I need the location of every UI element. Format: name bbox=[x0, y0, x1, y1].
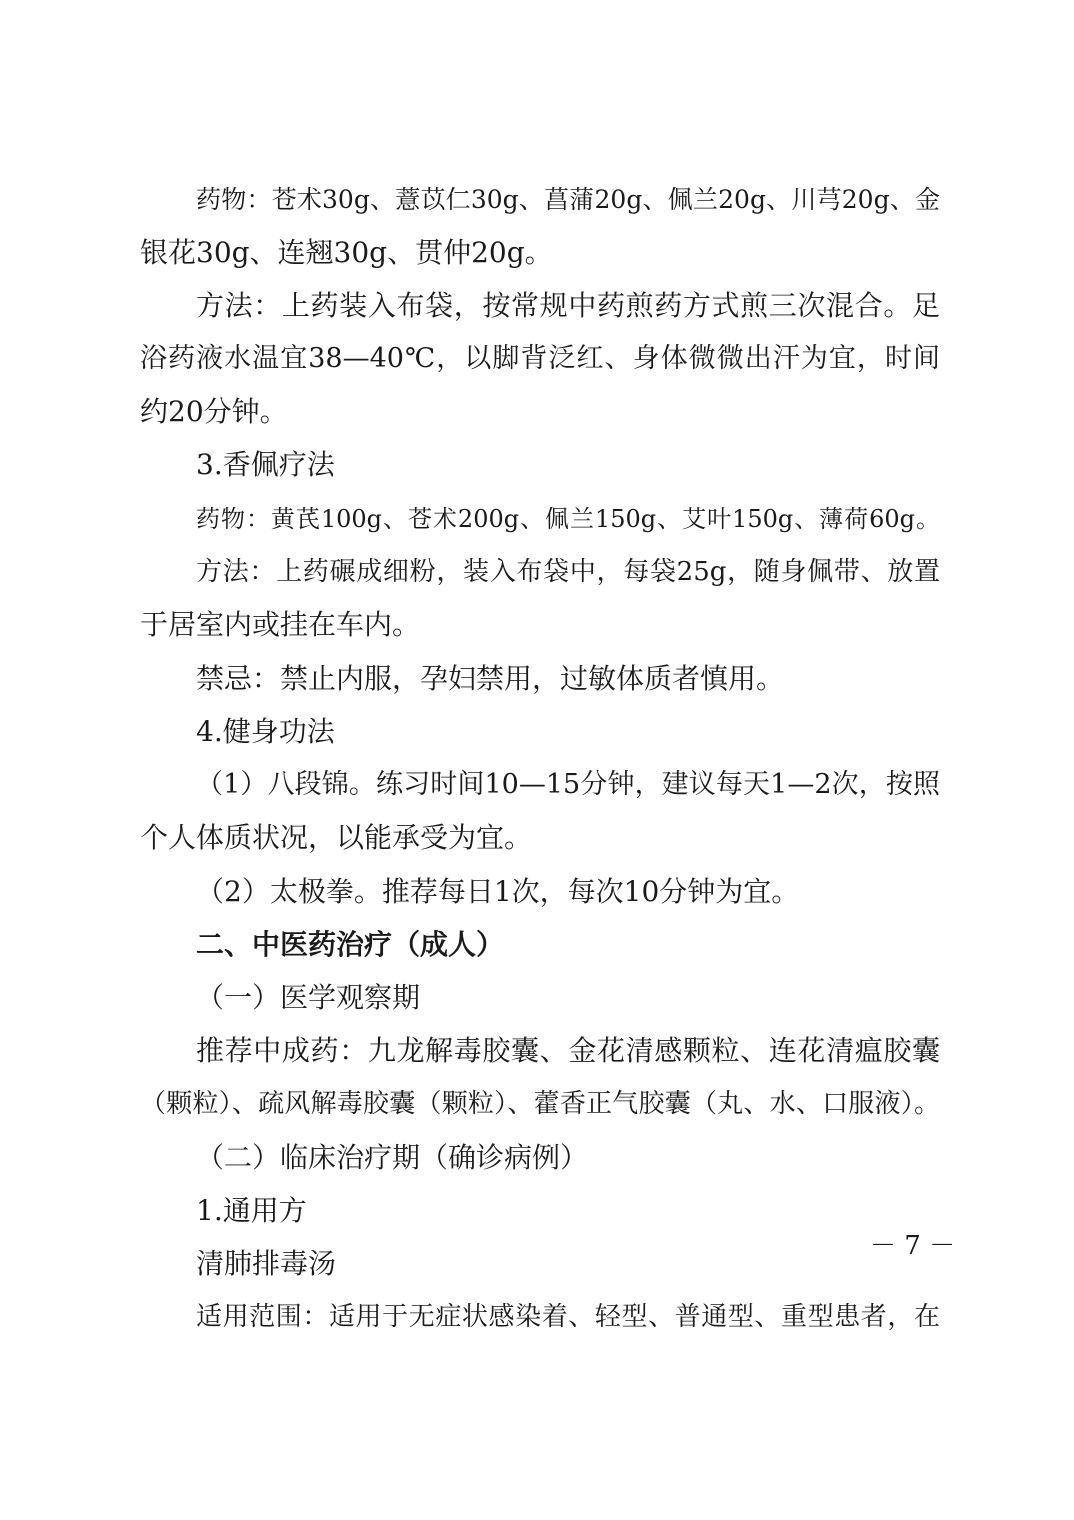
text-line: 个人体质状况，以能承受为宜。 bbox=[140, 821, 533, 854]
text-line: （2）太极拳。推荐每日1次，每次10分钟为宜。 bbox=[196, 875, 800, 908]
text-line: 方法：上药碾成细粉，装入布袋中，每袋25g，随身佩带、放置 bbox=[196, 557, 940, 587]
page-number: － 7 － bbox=[870, 1231, 956, 1261]
chapter-heading: 二、中医药治疗（成人） bbox=[196, 928, 505, 961]
text-line: 禁忌：禁止内服，孕妇禁用，过敏体质者慎用。 bbox=[196, 662, 785, 695]
text-line: （1）八段锦。练习时间10—15分钟，建议每天1—2次，按照 bbox=[196, 769, 940, 800]
text-line: 药物：黄芪100g、苍术200g、佩兰150g、艾叶150g、薄荷60g。 bbox=[196, 505, 940, 533]
section-heading: 4.健身功法 bbox=[196, 715, 335, 748]
formula-name: 清肺排毒汤 bbox=[196, 1247, 337, 1280]
text-line: 浴药液水温宜38—40℃，以脚背泛红、身体微微出汗为宜，时间 bbox=[140, 343, 940, 374]
section-heading: 1.通用方 bbox=[196, 1194, 307, 1227]
text-line: 于居室内或挂在车内。 bbox=[140, 608, 421, 641]
text-line: （颗粒）、疏风解毒胶囊（颗粒）、藿香正气胶囊（丸、水、口服液）。 bbox=[140, 1089, 940, 1119]
text-line: 银花30g、连翘30g、贯仲20g。 bbox=[140, 236, 553, 269]
text-line: 方法：上药装入布袋，按常规中药煎药方式煎三次混合。足 bbox=[196, 289, 940, 322]
subsection-heading: （二）临床治疗期（确诊病例） bbox=[196, 1141, 589, 1174]
text-line: 推荐中成药：九龙解毒胶囊、金花清感颗粒、连花清瘟胶囊 bbox=[196, 1034, 940, 1067]
text-line: 约20分钟。 bbox=[140, 395, 288, 428]
section-heading: 3.香佩疗法 bbox=[196, 448, 335, 481]
text-line: 适用范围：适用于无症状感染着、轻型、普通型、重型患者，在 bbox=[196, 1302, 940, 1332]
text-line: 药物：苍术30g、薏苡仁30g、菖蒲20g、佩兰20g、川芎20g、金 bbox=[196, 185, 940, 214]
subsection-heading: （一）医学观察期 bbox=[196, 981, 421, 1014]
